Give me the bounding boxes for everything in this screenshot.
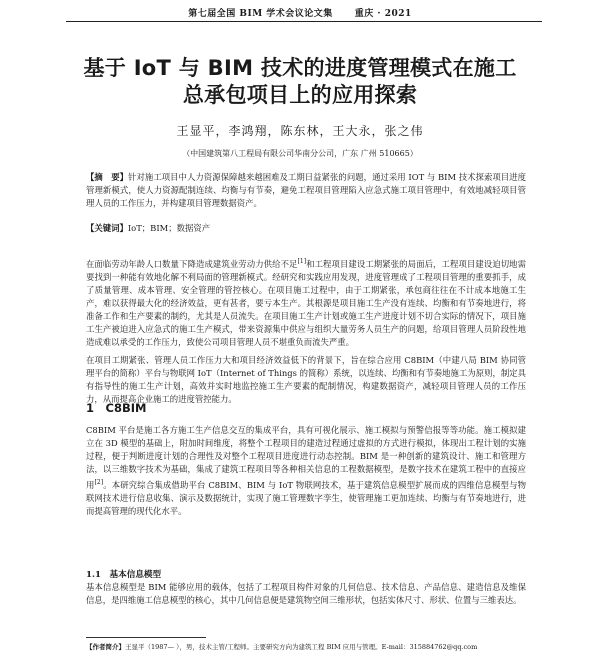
abstract-text: 针对施工项目中人力资源保障越来越困难及工期日益紧张的问题，通过采用 IOT 与 BIM 技术探索项目进度管理新模式，使人力资源配制连续、均衡与有节奏，避免工程项目管理陷入应急式施工项目管理中，有效地减轻项目管理人员的工作压力，并构建项目管理数据资产。 (86, 172, 527, 208)
citation-2: [2] (94, 479, 104, 486)
author-list: 王显平，李鸿翔，陈东林，王大永，张之伟 (176, 124, 424, 138)
intro-paragraph-1 (86, 255, 526, 349)
keywords-label: 【关键词】 (86, 223, 128, 233)
intro-p1-text-a: 在面临劳动年龄人口数量下降造成建筑业劳动力供给不足 (86, 258, 298, 269)
keywords-text: IoT；BIM；数据资产 (127, 223, 211, 233)
citation-1: [1] (297, 258, 307, 265)
section-1-paragraph (86, 424, 526, 518)
paper-title-line-1: 基于 IoT 与 BIM 技术的进度管理模式在施工 (83, 56, 517, 80)
footnote-label: 【作者简介】 (86, 643, 125, 651)
conference-location: 重庆 · 2021 (354, 9, 412, 19)
abstract-label: 【摘 要】 (86, 172, 129, 182)
intro-p1-text-b: 和工程项目建设工期紧张的局面后，工程项目建设迫切地需要找到一种能有效地化解不利局面的管理新模式。经研究和实践应用发现，进度管理成了工程项目管理的重要抓手，成了质量管理、成本管理、安全管理的管控核心。在项目施工过程中，由于工期紧张，承包商往往在不计成本地施工生产，难以获得最大化的经济效益，更有甚者，要亏本生产。其根源是项目施工生产没有连续、均衡和有节奏地进行，将准备工作和生产要素的制约，尤其是人员流失。在项目施工生产计划或施工生产进度计划不切合实际的情况下，项目施工生产被迫进入应急式的施工生产模式，带来资源集中供应与组织大量劳务人员生产的问题，给项目管理人员阶段性地造成难以承受的工作压力，致使公司项目管理人员不堪重负而流失严重。 (86, 258, 527, 347)
footnote-text: 王显平（1987— ），男，技术主管/工程师。主要研究方向为建筑工程 BIM 应用与管理。E-mail：315884762@qq.com (125, 643, 478, 651)
conference-name: 第七届全国 BIM 学术会议论文集 (188, 9, 333, 19)
section-1-text-a: C8BIM 平台是施工各方施工生产信息交互的集成平台，具有可视化展示、施工模拟与预警信报等等功能。施工模拟建立在 3D 模型的基础上，附加时间维度，将整个工程项目的建造过程通过虚拟的方式进行模拟，体现出工程计划的实施过程，便于判断进度计划的合理性及对整个工程项目进度进行动态控制。BIM 是一种创新的建筑设计、施工和管理方法，以三维数字技术为基础，集成了建筑工程项目等各种相关信息的工程数据模型，是数字技术在建筑工程中的直接应用 (86, 425, 526, 490)
subsection-1-1-heading: 1.1 基本信息模型 (86, 570, 162, 580)
paper-title-line-2: 总承包项目上的应用探索 (182, 83, 418, 107)
running-header (0, 6, 600, 19)
footnote-rule (86, 637, 206, 638)
author-footnote (86, 642, 536, 651)
section-1-text-b: 。本研究综合集成借助平台 C8BIM、BIM 与 IoT 物联网技术，基于建筑信息模型扩展而成的四维信息模型与物联网技术进行信息收集、演示及数据统计，实现了施工管理数字孪生，使管理施工更加连续、均衡与有节奏地进行，进而提高管理的现代化水平。 (86, 479, 526, 516)
affiliation: （中国建筑第八工程局有限公司华南分公司，广东 广州 510665） (182, 149, 418, 158)
header-rule (66, 21, 542, 22)
abstract (86, 171, 526, 210)
intro-paragraph-2: 在项目工期紧张、管理人员工作压力大和项目经济效益低下的背景下，旨在综合应用 C8BIM（中建八局 BIM 协同管理平台的简称）平台与物联网 IoT（Internet of Things 的简称）系统，以连续、均衡和有节奏地施工为原则，制定具有指导性的施工生产计划，高效并实时地监控施工生产要素的配制情况，构建数据资产，减轻项目管理人员的工作压力，从而提高企业施工的进度管控能力。 (86, 355, 526, 404)
keywords (86, 222, 526, 235)
subsection-1-1-paragraph: 基本信息模型是 BIM 能够应用的载体，包括了工程项目构件对象的几何信息、技术信息、产品信息、建造信息及维保信息，是四维施工信息模型的核心，其中几何信息便是建筑物空间三维形状，包括实体尺寸、形状、位置与三维表达。 (86, 582, 526, 605)
section-1-heading: 1 C8BIM (86, 401, 147, 415)
